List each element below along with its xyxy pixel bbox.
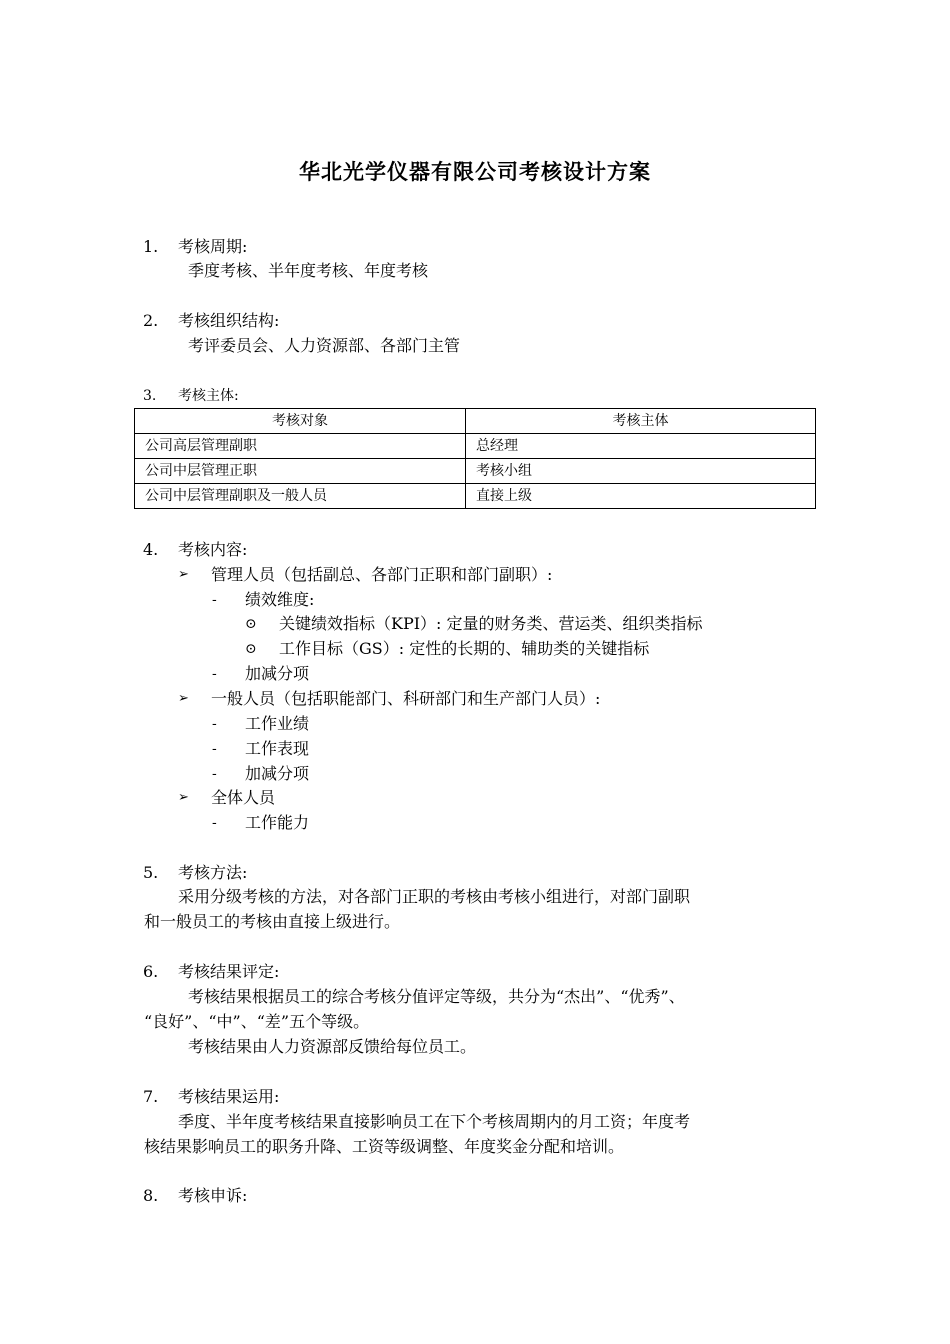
group-1-kpi: 关键绩效指标（KPI）: 定量的财务类、营运类、组织类指标 [279, 614, 703, 633]
group-2-item: 加减分项 [245, 764, 310, 783]
table-header-cell: 考核对象 [135, 409, 466, 434]
section-4-heading: 考核内容: [178, 540, 248, 559]
dash-bullet-icon: - [212, 815, 217, 831]
section-7-line-1: 季度、半年度考核结果直接影响员工在下个考核周期内的月工资；年度考 [178, 1112, 691, 1131]
section-4-number: 4. [143, 540, 159, 559]
table-row [135, 459, 816, 484]
section-8-heading: 考核申诉: [178, 1186, 248, 1205]
table-cell: 公司高层管理副职 [135, 434, 466, 459]
table-cell: 直接上级 [466, 484, 816, 509]
assessment-subject-table [134, 408, 816, 509]
table-cell: 公司中层管理正职 [135, 459, 466, 484]
section-6-line-1: 考核结果根据员工的综合考核分值评定等级，共分为“杰出”、“优秀”、 [188, 987, 685, 1006]
table-cell: 考核小组 [466, 459, 816, 484]
section-6-line-2: “良好”、“中”、“差”五个等级。 [144, 1012, 370, 1031]
section-7-heading: 考核结果运用: [178, 1087, 280, 1106]
section-1-number: 1. [143, 237, 159, 256]
group-1-label: 管理人员（包括副总、各部门正职和部门副职）: [211, 565, 553, 584]
section-6-heading: 考核结果评定: [178, 962, 280, 981]
section-1-heading: 考核周期: [178, 237, 248, 256]
circle-bullet-icon: ⊙ [245, 641, 257, 657]
group-2-item: 工作业绩 [245, 714, 310, 733]
dash-bullet-icon: - [212, 766, 217, 782]
section-8-number: 8. [143, 1186, 159, 1205]
section-2-heading: 考核组织结构: [178, 311, 280, 330]
circle-bullet-icon: ⊙ [245, 616, 257, 632]
section-5-number: 5. [143, 863, 159, 882]
section-5-line-2: 和一般员工的考核由直接上级进行。 [144, 912, 401, 931]
section-3-heading: 考核主体: [178, 388, 239, 404]
section-6-number: 6. [143, 962, 159, 981]
section-5-heading: 考核方法: [178, 863, 248, 882]
page-title: 华北光学仪器有限公司考核设计方案 [299, 159, 651, 184]
group-1-extra: 加减分项 [245, 664, 310, 683]
dash-bullet-icon: - [212, 716, 217, 732]
dash-bullet-icon: - [212, 592, 217, 608]
group-2-item: 工作表现 [245, 739, 310, 758]
table-row [135, 484, 816, 509]
section-2-body: 考评委员会、人力资源部、各部门主管 [188, 336, 461, 355]
section-5-line-1: 采用分级考核的方法，对各部门正职的考核由考核小组进行，对部门副职 [178, 887, 691, 906]
table-header-row [135, 409, 816, 434]
table-cell: 公司中层管理副职及一般人员 [135, 484, 466, 509]
dash-bullet-icon: - [212, 666, 217, 682]
section-7-line-2: 核结果影响员工的职务升降、工资等级调整、年度奖金分配和培训。 [144, 1137, 625, 1156]
arrow-bullet-icon: ➢ [178, 790, 189, 805]
section-6-line-3: 考核结果由人力资源部反馈给每位员工。 [188, 1037, 477, 1056]
section-2-number: 2. [143, 311, 159, 330]
group-3-item: 工作能力 [245, 813, 310, 832]
table-row [135, 434, 816, 459]
group-1-gs: 工作目标（GS）: 定性的长期的、辅助类的关键指标 [279, 639, 650, 658]
section-7-number: 7. [143, 1087, 159, 1106]
arrow-bullet-icon: ➢ [178, 567, 189, 582]
section-1-body: 季度考核、半年度考核、年度考核 [188, 261, 429, 280]
group-1-dimension-label: 绩效维度: [245, 590, 315, 609]
table-cell: 总经理 [466, 434, 816, 459]
section-3-number: 3. [143, 388, 157, 404]
arrow-bullet-icon: ➢ [178, 691, 189, 706]
group-2-label: 一般人员（包括职能部门、科研部门和生产部门人员）: [211, 689, 601, 708]
dash-bullet-icon: - [212, 741, 217, 757]
group-3-label: 全体人员 [211, 788, 276, 807]
table-header-cell: 考核主体 [466, 409, 816, 434]
